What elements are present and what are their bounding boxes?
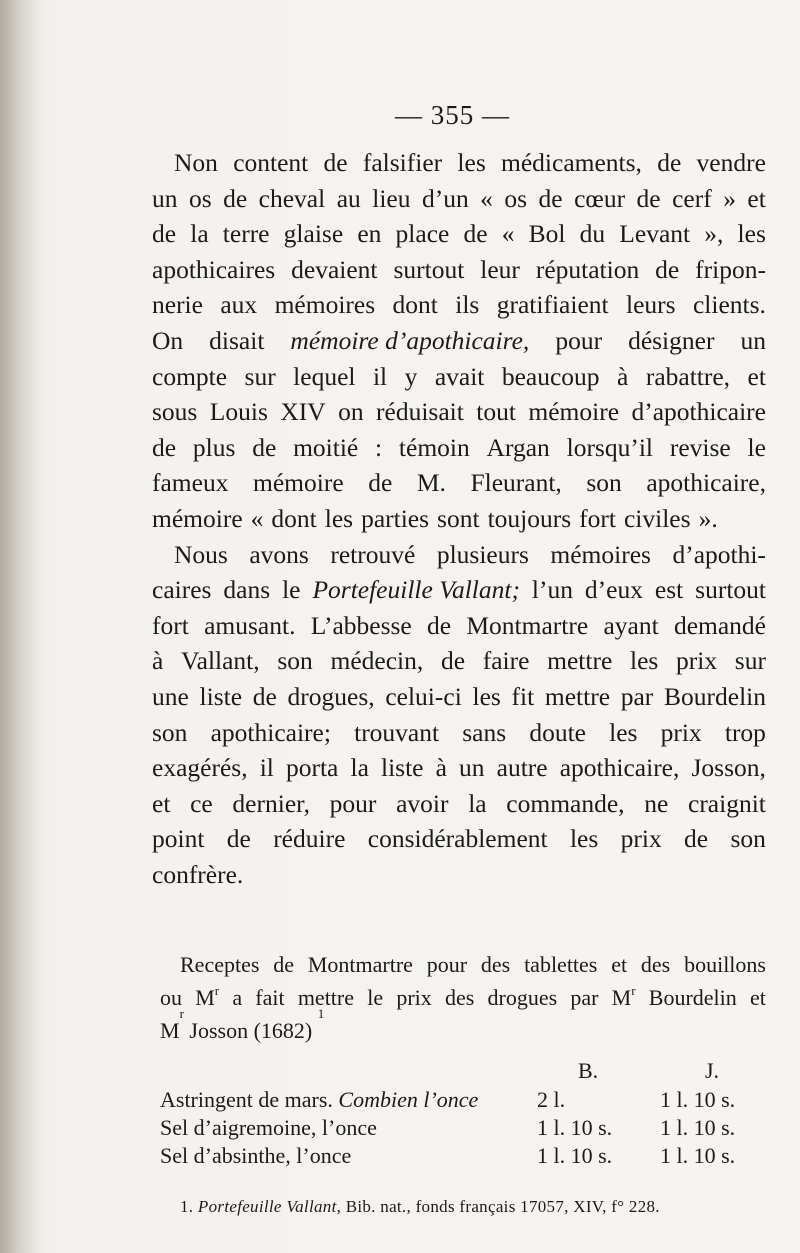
price-b: 1 l. 10 s.	[537, 1115, 613, 1140]
text-line	[152, 323, 766, 359]
word: des	[640, 952, 671, 977]
text-line	[152, 216, 766, 252]
list-intro-josson: Josson (1682)	[183, 1018, 313, 1043]
word: mettre	[297, 985, 355, 1010]
word: apothicaire,	[559, 753, 680, 783]
word: a	[232, 985, 243, 1010]
word: Bourdelin	[648, 985, 737, 1010]
word: prix	[676, 646, 718, 676]
word: les	[609, 717, 638, 747]
word: compte	[152, 361, 228, 391]
price-table-header	[160, 1048, 770, 1086]
word: de	[152, 219, 177, 249]
word: mettre	[547, 646, 613, 676]
word: de	[368, 468, 393, 498]
word: faire	[482, 646, 530, 676]
text-line	[152, 501, 766, 537]
word: mettre	[544, 681, 611, 711]
text-line	[152, 430, 766, 466]
word: d’eux	[584, 575, 643, 605]
word: la	[190, 219, 209, 249]
word: prix	[660, 717, 702, 747]
table-row	[160, 1114, 770, 1142]
word: drogues	[487, 985, 558, 1010]
word: par	[620, 681, 654, 711]
word: «	[501, 219, 515, 249]
word: :	[375, 432, 383, 462]
word: mémoire	[152, 503, 243, 533]
word: sur	[734, 646, 766, 676]
word: Nous	[174, 539, 228, 569]
word: de	[152, 432, 177, 462]
word: craignit	[688, 788, 766, 818]
word: le	[747, 432, 766, 462]
word: fait	[255, 985, 285, 1010]
list-intro-line-1	[160, 948, 766, 981]
word: pour	[555, 325, 603, 355]
word: d’un	[421, 183, 469, 213]
word: exagérés,	[152, 753, 248, 783]
word: retrouvé	[330, 539, 416, 569]
word: Argan	[486, 432, 550, 462]
word: son	[152, 717, 188, 747]
word: trop	[724, 717, 766, 747]
word: confrère.	[152, 859, 244, 889]
word: mémoire	[253, 468, 344, 498]
list-intro-sup: r	[179, 1006, 184, 1021]
word: au	[336, 183, 361, 213]
word: désigner	[628, 325, 715, 355]
word: plusieurs	[436, 539, 529, 569]
word: à	[617, 361, 629, 391]
word: fit	[511, 681, 535, 711]
word: trouvant	[354, 717, 440, 747]
word: vendre	[696, 148, 766, 177]
footnote-title: Portefeuille Vallant,	[197, 1197, 342, 1216]
word: apothicaire,	[646, 468, 766, 498]
word: Bourdelin	[664, 681, 766, 711]
word-m: M	[195, 985, 215, 1010]
word: leurs	[626, 290, 676, 320]
word	[612, 981, 636, 1014]
word: il	[259, 753, 274, 783]
word: doute	[529, 717, 586, 747]
table-row	[160, 1142, 770, 1170]
word: »,	[704, 219, 724, 249]
list-intro-line-2	[160, 981, 766, 1014]
word: une	[152, 681, 189, 711]
word: place	[395, 219, 450, 249]
word: Fleurant,	[470, 468, 562, 498]
text-line	[152, 394, 766, 430]
word: médecin,	[330, 646, 424, 676]
word: fort	[579, 503, 616, 533]
word: clients.	[692, 290, 766, 320]
text-line	[152, 181, 766, 217]
word: aux	[220, 290, 258, 320]
word	[195, 981, 219, 1014]
word: os	[504, 183, 528, 213]
word: Levant	[619, 219, 691, 249]
word: des	[480, 952, 511, 977]
word: de	[427, 610, 452, 640]
word: pour	[329, 788, 377, 818]
footnote	[180, 1197, 660, 1217]
word: prix	[620, 824, 662, 854]
word: fripon-	[695, 254, 766, 284]
word: pour	[426, 952, 468, 977]
word: de	[226, 824, 251, 854]
word: revise	[669, 432, 731, 462]
word: le	[282, 575, 301, 605]
word: Montmartre	[466, 610, 589, 640]
word: prix	[396, 985, 432, 1010]
word: de	[440, 646, 466, 676]
word: avons	[249, 539, 309, 569]
superscript: r	[631, 983, 636, 998]
word: l’un	[531, 575, 573, 605]
text-line	[152, 643, 766, 679]
word: les	[737, 219, 766, 249]
word: y	[404, 361, 418, 391]
word: apothicaires	[152, 254, 276, 284]
word: on	[338, 397, 364, 427]
word: beaucoup	[501, 361, 600, 391]
text-line	[152, 857, 766, 893]
word: de	[252, 432, 277, 462]
word: sous	[152, 397, 198, 427]
word: le	[367, 985, 384, 1010]
word: ayant	[603, 610, 659, 640]
word: drogues,	[287, 681, 375, 711]
text-line	[152, 145, 766, 181]
word: Montmartre	[307, 952, 413, 977]
list-intro	[160, 948, 766, 1047]
word: fameux	[152, 468, 229, 498]
word: apothicaire;	[210, 717, 331, 747]
word: Louis	[209, 397, 268, 427]
word: surtout	[695, 575, 766, 605]
word: os	[188, 183, 212, 213]
footnote-number: 1.	[180, 1197, 194, 1216]
word: cheval	[258, 183, 326, 213]
text-line	[152, 821, 766, 857]
word: civiles	[623, 503, 691, 533]
text-line	[152, 359, 766, 395]
word: et	[749, 985, 766, 1010]
word: rabattre,	[645, 361, 731, 391]
word: de	[538, 183, 563, 213]
word: devaient	[291, 254, 378, 284]
word: disait	[209, 325, 265, 355]
word: et	[747, 183, 766, 213]
word: à	[152, 646, 164, 676]
word: Josson,	[691, 753, 766, 783]
word: un	[459, 753, 485, 783]
word: par	[570, 985, 599, 1010]
footnote-text: Bib. nat., fonds français 17057, XIV, f° 228.	[341, 1197, 660, 1216]
word: fort	[152, 610, 189, 640]
price-j: 1 l. 10 s.	[660, 1115, 736, 1140]
word: M.	[416, 468, 446, 498]
word: surtout	[393, 254, 465, 284]
page-number: — 355 —	[395, 100, 510, 130]
word: est	[654, 575, 684, 605]
word: lequel	[293, 361, 356, 391]
word: réduire	[273, 824, 346, 854]
word: porta	[285, 753, 339, 783]
word: et	[611, 952, 628, 977]
body-text	[152, 145, 766, 892]
row-label	[160, 1086, 478, 1114]
word: «	[480, 183, 493, 213]
word: d’apothicaire	[631, 397, 766, 427]
word: de	[252, 681, 277, 711]
row-label: Sel d’aigremoine, l’once	[160, 1115, 377, 1140]
word: mémoire	[528, 397, 620, 427]
price-table	[160, 1048, 770, 1170]
word: On	[152, 325, 184, 355]
word: caires	[152, 575, 212, 605]
footnote-ref: 1	[317, 1006, 325, 1021]
word: il	[372, 361, 388, 391]
row-label: Sel d’absinthe, l’once	[160, 1143, 352, 1168]
word: liste	[199, 681, 243, 711]
word: réputation	[535, 254, 640, 284]
word: la	[468, 788, 487, 818]
word: les	[472, 681, 501, 711]
word: sur	[244, 361, 276, 391]
word: réduisait	[376, 397, 464, 427]
word: d’apothi-	[672, 539, 766, 569]
word: sans	[462, 717, 507, 747]
word: ».	[698, 503, 718, 533]
row-label-italic: Combien l’once	[338, 1087, 479, 1112]
word: demandé	[673, 610, 766, 640]
word: du	[579, 219, 606, 249]
word: amusant.	[204, 610, 296, 640]
word: tablettes	[524, 952, 598, 977]
word: ce	[190, 788, 213, 818]
word: ils	[455, 290, 480, 320]
word: nerie	[152, 290, 203, 320]
word: commande,	[506, 788, 625, 818]
text-line	[152, 608, 766, 644]
word: Receptes	[180, 952, 260, 977]
word: mémoires	[274, 290, 376, 320]
word: des	[444, 985, 475, 1010]
word: ou	[160, 985, 182, 1010]
word: L’abbesse	[310, 610, 412, 640]
word: Portefeuille Vallant;	[312, 575, 520, 605]
word: en	[357, 219, 382, 249]
word: point	[152, 824, 205, 854]
word: gratifiaient	[496, 290, 609, 320]
price-b: 1 l. 10 s.	[537, 1143, 613, 1168]
word: lorsqu’il	[566, 432, 654, 462]
word: les	[324, 503, 354, 533]
word: les	[629, 646, 659, 676]
word: «	[250, 503, 264, 533]
word: terre	[222, 219, 270, 249]
word: témoin	[398, 432, 470, 462]
text-line	[152, 537, 766, 573]
word-m: M	[611, 985, 632, 1010]
word: Non	[174, 148, 218, 177]
price-j: 1 l. 10 s.	[660, 1143, 736, 1168]
word: un	[740, 325, 766, 355]
word: et	[747, 361, 766, 391]
word: cœur	[574, 183, 626, 213]
row-label-text: Astringent de mars.	[160, 1087, 339, 1112]
word: avait	[434, 361, 485, 391]
word: de	[273, 952, 294, 977]
word: lieu	[372, 183, 411, 213]
word: de	[655, 254, 680, 284]
word: et	[152, 788, 171, 818]
word: celui-ci	[385, 681, 462, 711]
column-header-b: B.	[578, 1058, 599, 1083]
text-line	[152, 679, 766, 715]
text-line	[152, 786, 766, 822]
word: ne	[644, 788, 669, 818]
word: tout	[476, 397, 516, 427]
word: plus	[192, 432, 236, 462]
word: »	[723, 183, 736, 213]
word: de	[463, 219, 488, 249]
text-line	[152, 750, 766, 786]
price-j: 1 l. 10 s.	[660, 1087, 736, 1112]
word: liste	[381, 753, 424, 783]
word: glaise	[283, 219, 344, 249]
word: moitié	[293, 432, 359, 462]
word: mémoire d’apothicaire,	[290, 325, 530, 355]
word: Vallant,	[181, 646, 260, 676]
word: mémoires	[550, 539, 651, 569]
superscript: r	[214, 983, 220, 998]
word: de	[223, 183, 248, 213]
word: Bol	[528, 219, 566, 249]
word: de	[657, 148, 682, 177]
word: parties	[361, 503, 430, 533]
word: content	[233, 148, 309, 177]
word: dernier,	[232, 788, 310, 818]
word: un	[152, 183, 178, 213]
word: considérablement	[367, 824, 548, 854]
word: avoir	[396, 788, 449, 818]
text-line	[152, 572, 766, 608]
column-header-j: J.	[705, 1058, 720, 1083]
word: cerf	[672, 183, 712, 213]
word: toujours	[487, 503, 572, 533]
word: falsifier	[362, 148, 443, 177]
word: de	[636, 183, 661, 213]
word: de	[684, 824, 709, 854]
text-line	[152, 252, 766, 288]
word: son	[730, 824, 766, 854]
word: de	[323, 148, 348, 177]
word: dans	[223, 575, 271, 605]
word: leur	[480, 254, 520, 284]
word: son	[277, 646, 313, 676]
word: autre	[496, 753, 548, 783]
text-line	[152, 287, 766, 323]
word: bouillons	[684, 952, 766, 977]
word: médicaments,	[501, 148, 642, 177]
list-intro-m: M	[160, 1018, 180, 1043]
list-intro-line-3	[160, 1006, 766, 1047]
word: dont	[271, 503, 317, 533]
word: son	[586, 468, 622, 498]
word: à	[435, 753, 447, 783]
word: XIV	[280, 397, 326, 427]
word: sont	[437, 503, 480, 533]
word: les	[457, 148, 486, 177]
word: dont	[392, 290, 438, 320]
text-line	[152, 465, 766, 501]
word: la	[350, 753, 369, 783]
table-row	[160, 1086, 770, 1114]
page-gutter-shadow	[0, 0, 40, 1253]
price-b: 2 l.	[537, 1087, 566, 1112]
text-line	[152, 715, 766, 751]
word: les	[569, 824, 599, 854]
